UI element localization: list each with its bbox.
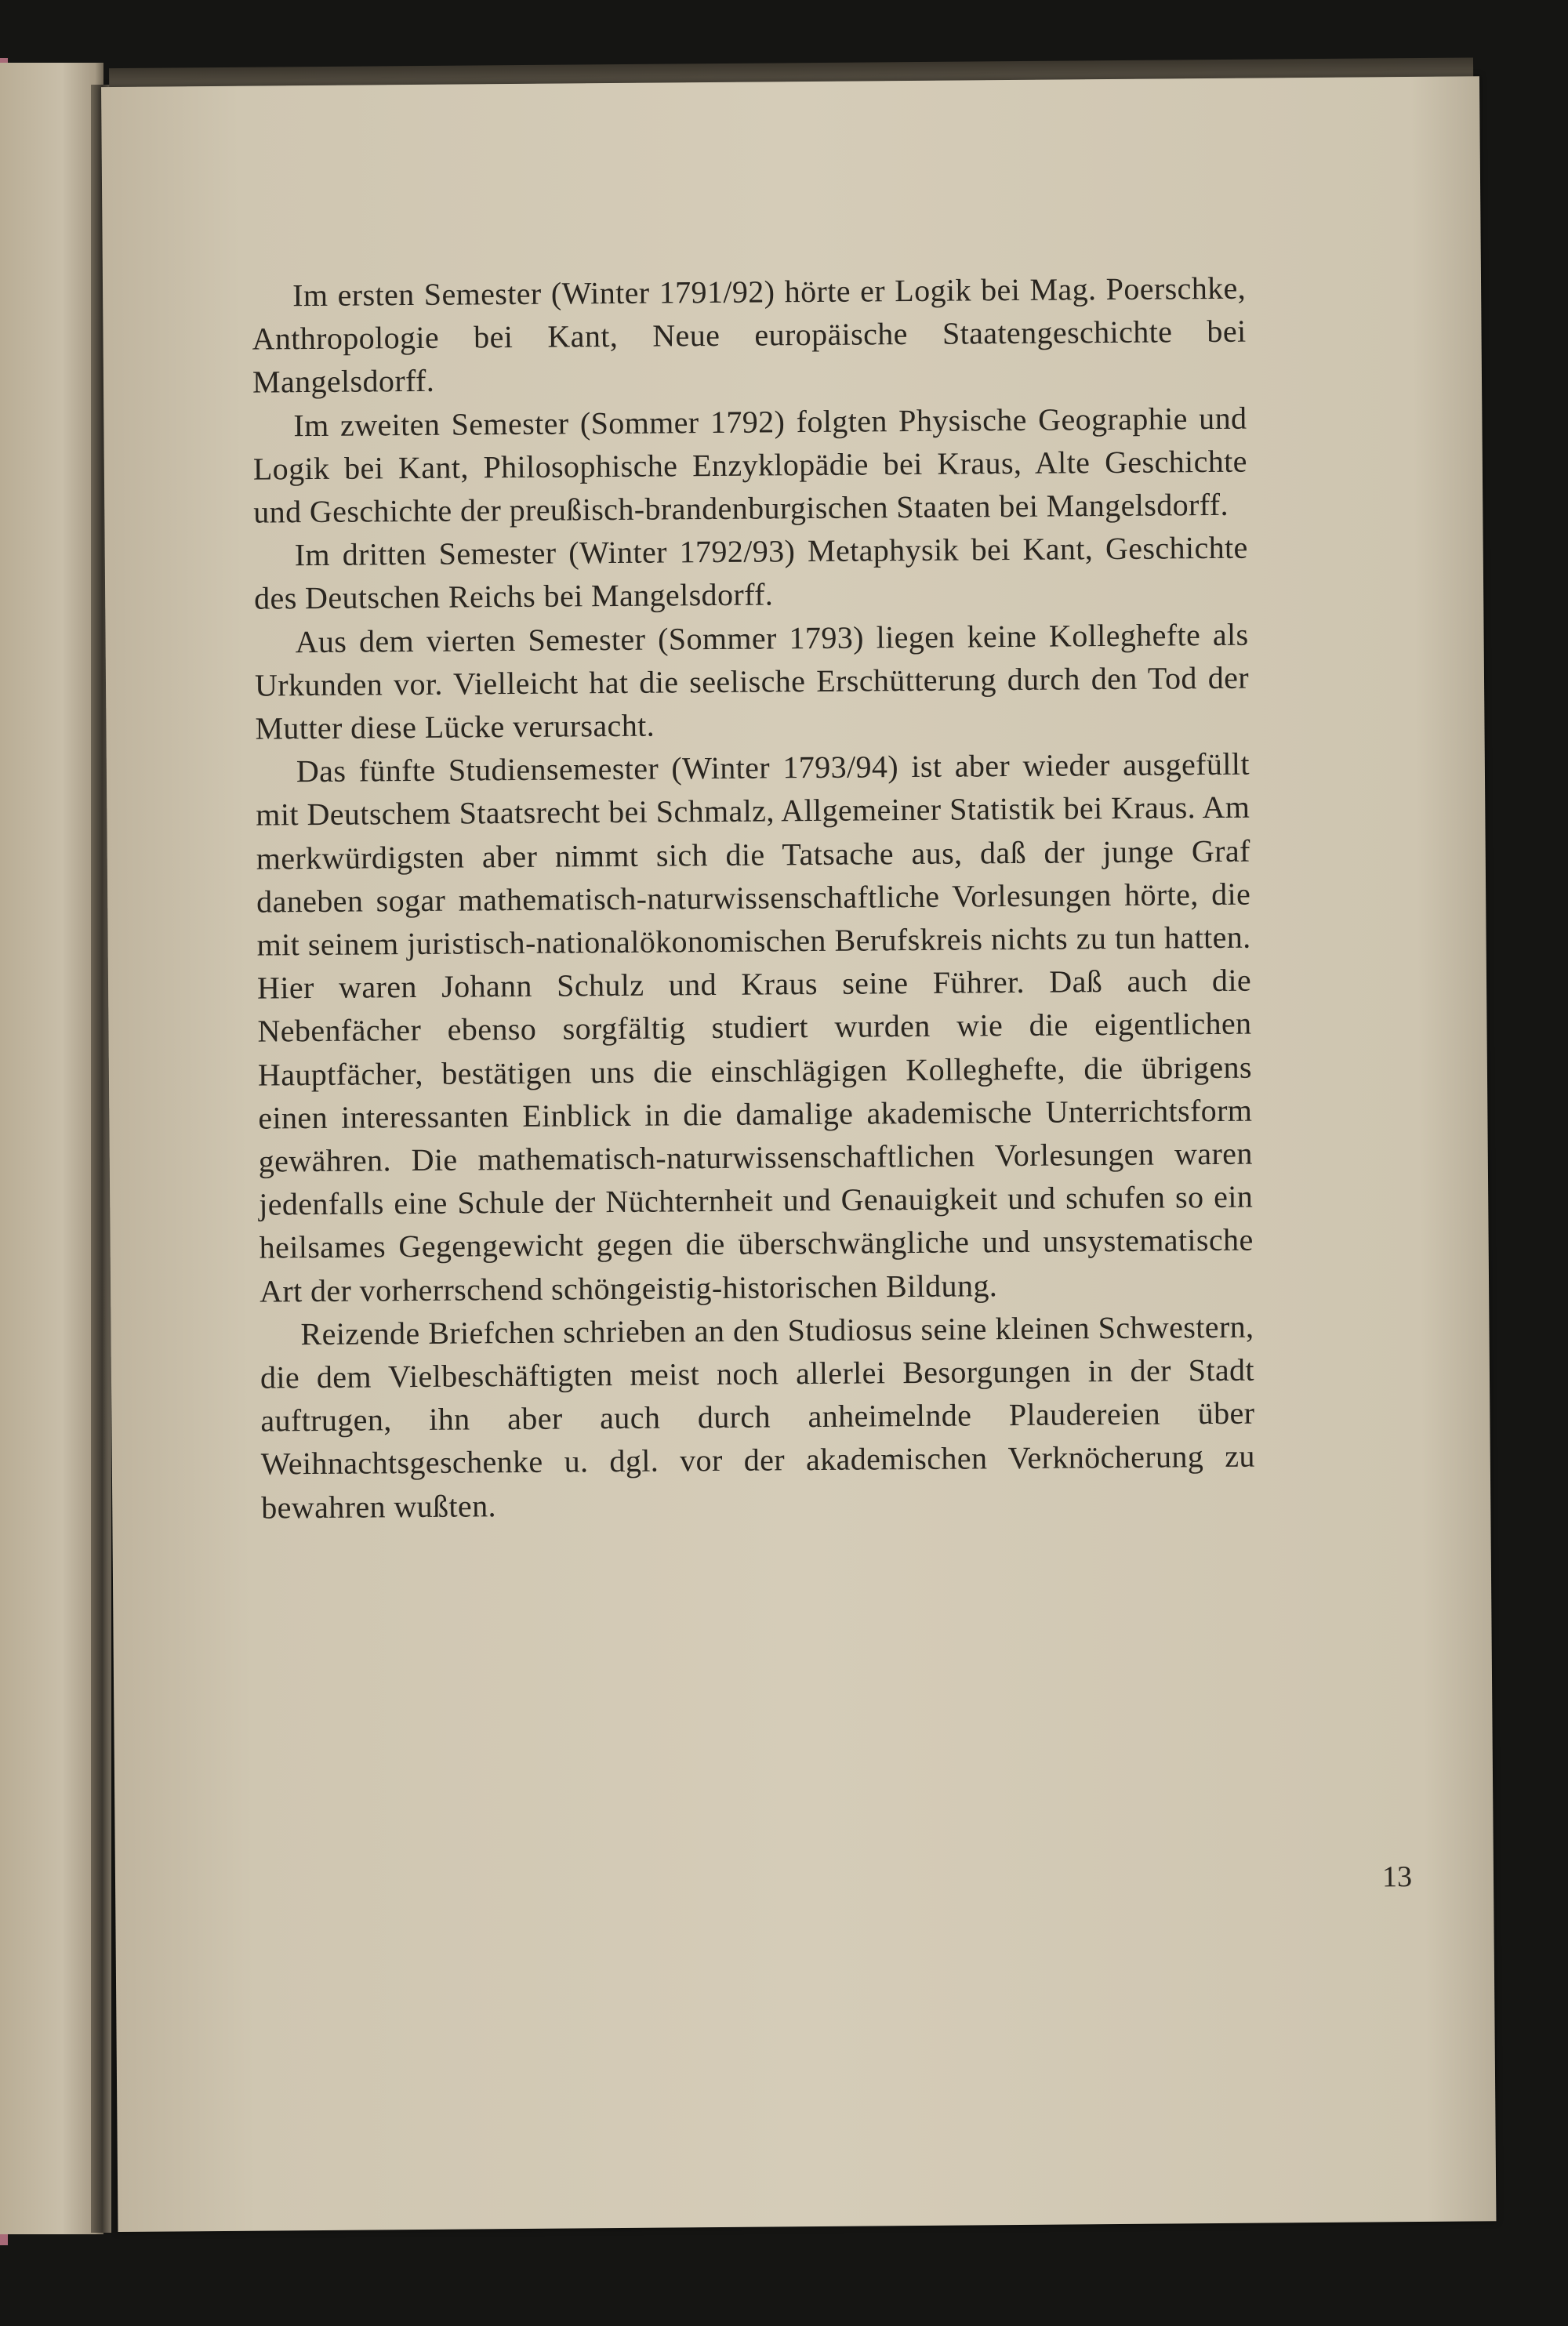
paragraph: Im dritten Semester (Winter 1792/93) Metaphysik bei Kant, Geschichte des Deutschen Reichs bei Mangelsdorff.	[253, 529, 1248, 617]
paragraph: Im zweiten Semester (Sommer 1792) folgten Physische Geographie und Logik bei Kant, Philosophische Enzyklopädie bei Kraus, Alte Geschichte und Geschichte der preußisch-brandenburgischen Staaten bei Mangelsdorff.	[252, 400, 1247, 530]
paragraph: Das fünfte Studiensemester (Winter 1793/94) ist aber wieder ausgefüllt mit Deutschem Staatsrecht bei Schmalz, Allgemeiner Statistik bei Kraus. Am merkwürdigsten aber nimmt sich die Tatsache aus, daß der junge Graf daneben sogar mathematisch-naturwissenschaftliche Vorlesungen hörte, die mit seinem juristisch-nationalökonomischen Berufskreis nichts zu tun hatten. Hier waren Johann Schulz und Kraus seine Führer. Daß auch die Nebenfächer ebenso sorgfältig studiert wurden wie die eigentlichen Hauptfächer, bestätigen uns die einschlägigen Kolleghefte, die übrigens einen interessanten Einblick in die damalige akademische Unterrichtsform gewähren. Die mathematisch-naturwissenschaftlichen Vorlesungen waren jedenfalls eine Schule der Nüchternheit und Genauigkeit und schufen so ein heilsames Gegengewicht gegen die überschwängliche und unsystematische Art der vorherrschend schöngeistig-historischen Bildung.	[256, 746, 1254, 1309]
paragraph: Aus dem vierten Semester (Sommer 1793) liegen keine Kolleghefte als Urkunden vor. Vielleicht hat die seelische Erschütterung durch den Tod der Mutter diese Lücke verursacht.	[254, 616, 1250, 746]
paragraph: Reizende Briefchen schrieben an den Studiosus seine kleinen Schwestern, die dem Vielbeschäftigten meist noch allerlei Besorgungen in der Stadt auftrugen, ihn aber auch durch anheimelnde Plaudereien über Weihnachtsgeschenke u. dgl. vor der akademischen Verknöcherung zu bewahren wußten.	[260, 1308, 1255, 1526]
left-page-margin	[0, 63, 103, 2234]
page-number: 13	[1381, 1860, 1413, 1894]
body-text	[252, 267, 1256, 1529]
paragraph: Im ersten Semester (Winter 1791/92) hörte er Logik bei Mag. Poerschke, Anthropologie bei Kant, Neue europäische Staatengeschichte bei Mangelsdorff.	[252, 270, 1247, 401]
book-page	[101, 76, 1496, 2232]
